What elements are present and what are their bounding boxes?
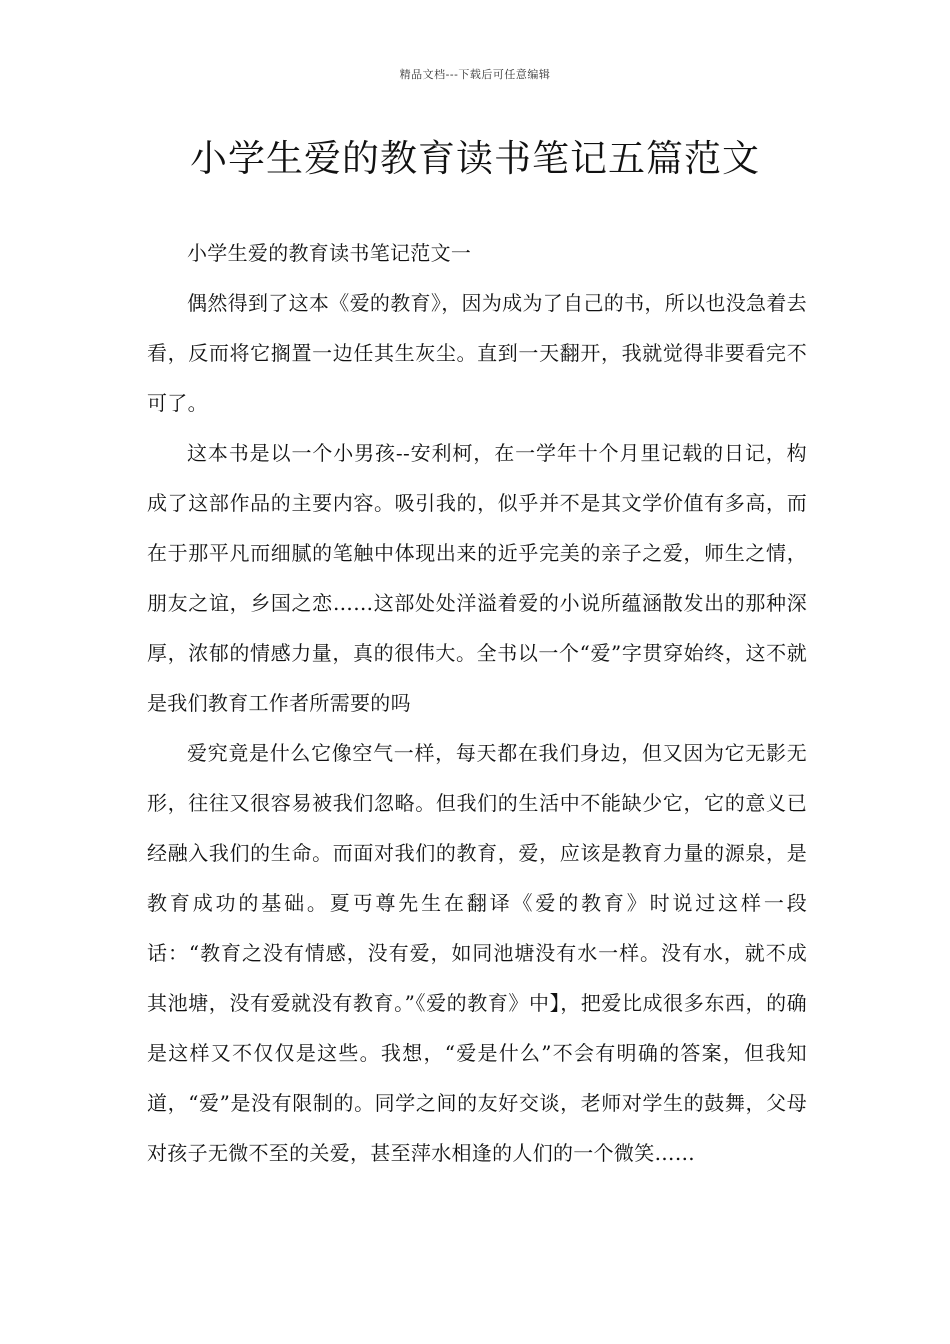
- document-body: [147, 228, 807, 1178]
- section-subtitle: 小学生爱的教育读书笔记范文一: [187, 241, 472, 265]
- paragraph-3: 爱究竟是什么它像空气一样，每天都在我们身边，但又因为它无影无形，往往又很容易被我们忽略。但我们的生活中不能缺少它，它的意义已经融入我们的生命。而面对我们的教育，爱，应该是教育力量的源泉，是教育成功的基础。夏丏尊先生在翻译《爱的教育》时说过这样一段话：“教育之没有情感，没有爱，如同池塘没有水一样。没有水，就不成其池塘，没有爱就没有教育。”《爱的教育》中】，把爱比成很多东西，的确是这样又不仅仅是这些。我想，“爱是什么”不会有明确的答案，但我知道，“爱”是没有限制的。同学之间的友好交谈，老师对学生的鼓舞，父母对孩子无微不至的关爱，甚至萍水相逢的人们的一个微笑……: [147, 741, 807, 1165]
- paragraph-2: 这本书是以一个小男孩--安利柯，在一学年十个月里记载的日记，构成了这部作品的主要内容。吸引我的，似乎并不是其文学价值有多高，而在于那平凡而细腻的笔触中体现出来的近乎完美的亲子之爱，师生之情，朋友之谊，乡国之恋……这部处处洋溢着爱的小说所蕴涵散发出的那种深厚，浓郁的情感力量，真的很伟大。全书以一个“爱”字贯穿始终，这不就是我们教育工作者所需要的吗: [147, 441, 807, 715]
- header-note: 精品文档---下载后可任意编辑: [399, 68, 551, 81]
- paragraph-1: 偶然得到了这本《爱的教育》，因为成为了自己的书，所以也没急着去看，反而将它搁置一边任其生灰尘。直到一天翻开，我就觉得非要看完不可了。: [147, 291, 807, 415]
- document-title: 小学生爱的教育读书笔记五篇范文: [190, 137, 760, 180]
